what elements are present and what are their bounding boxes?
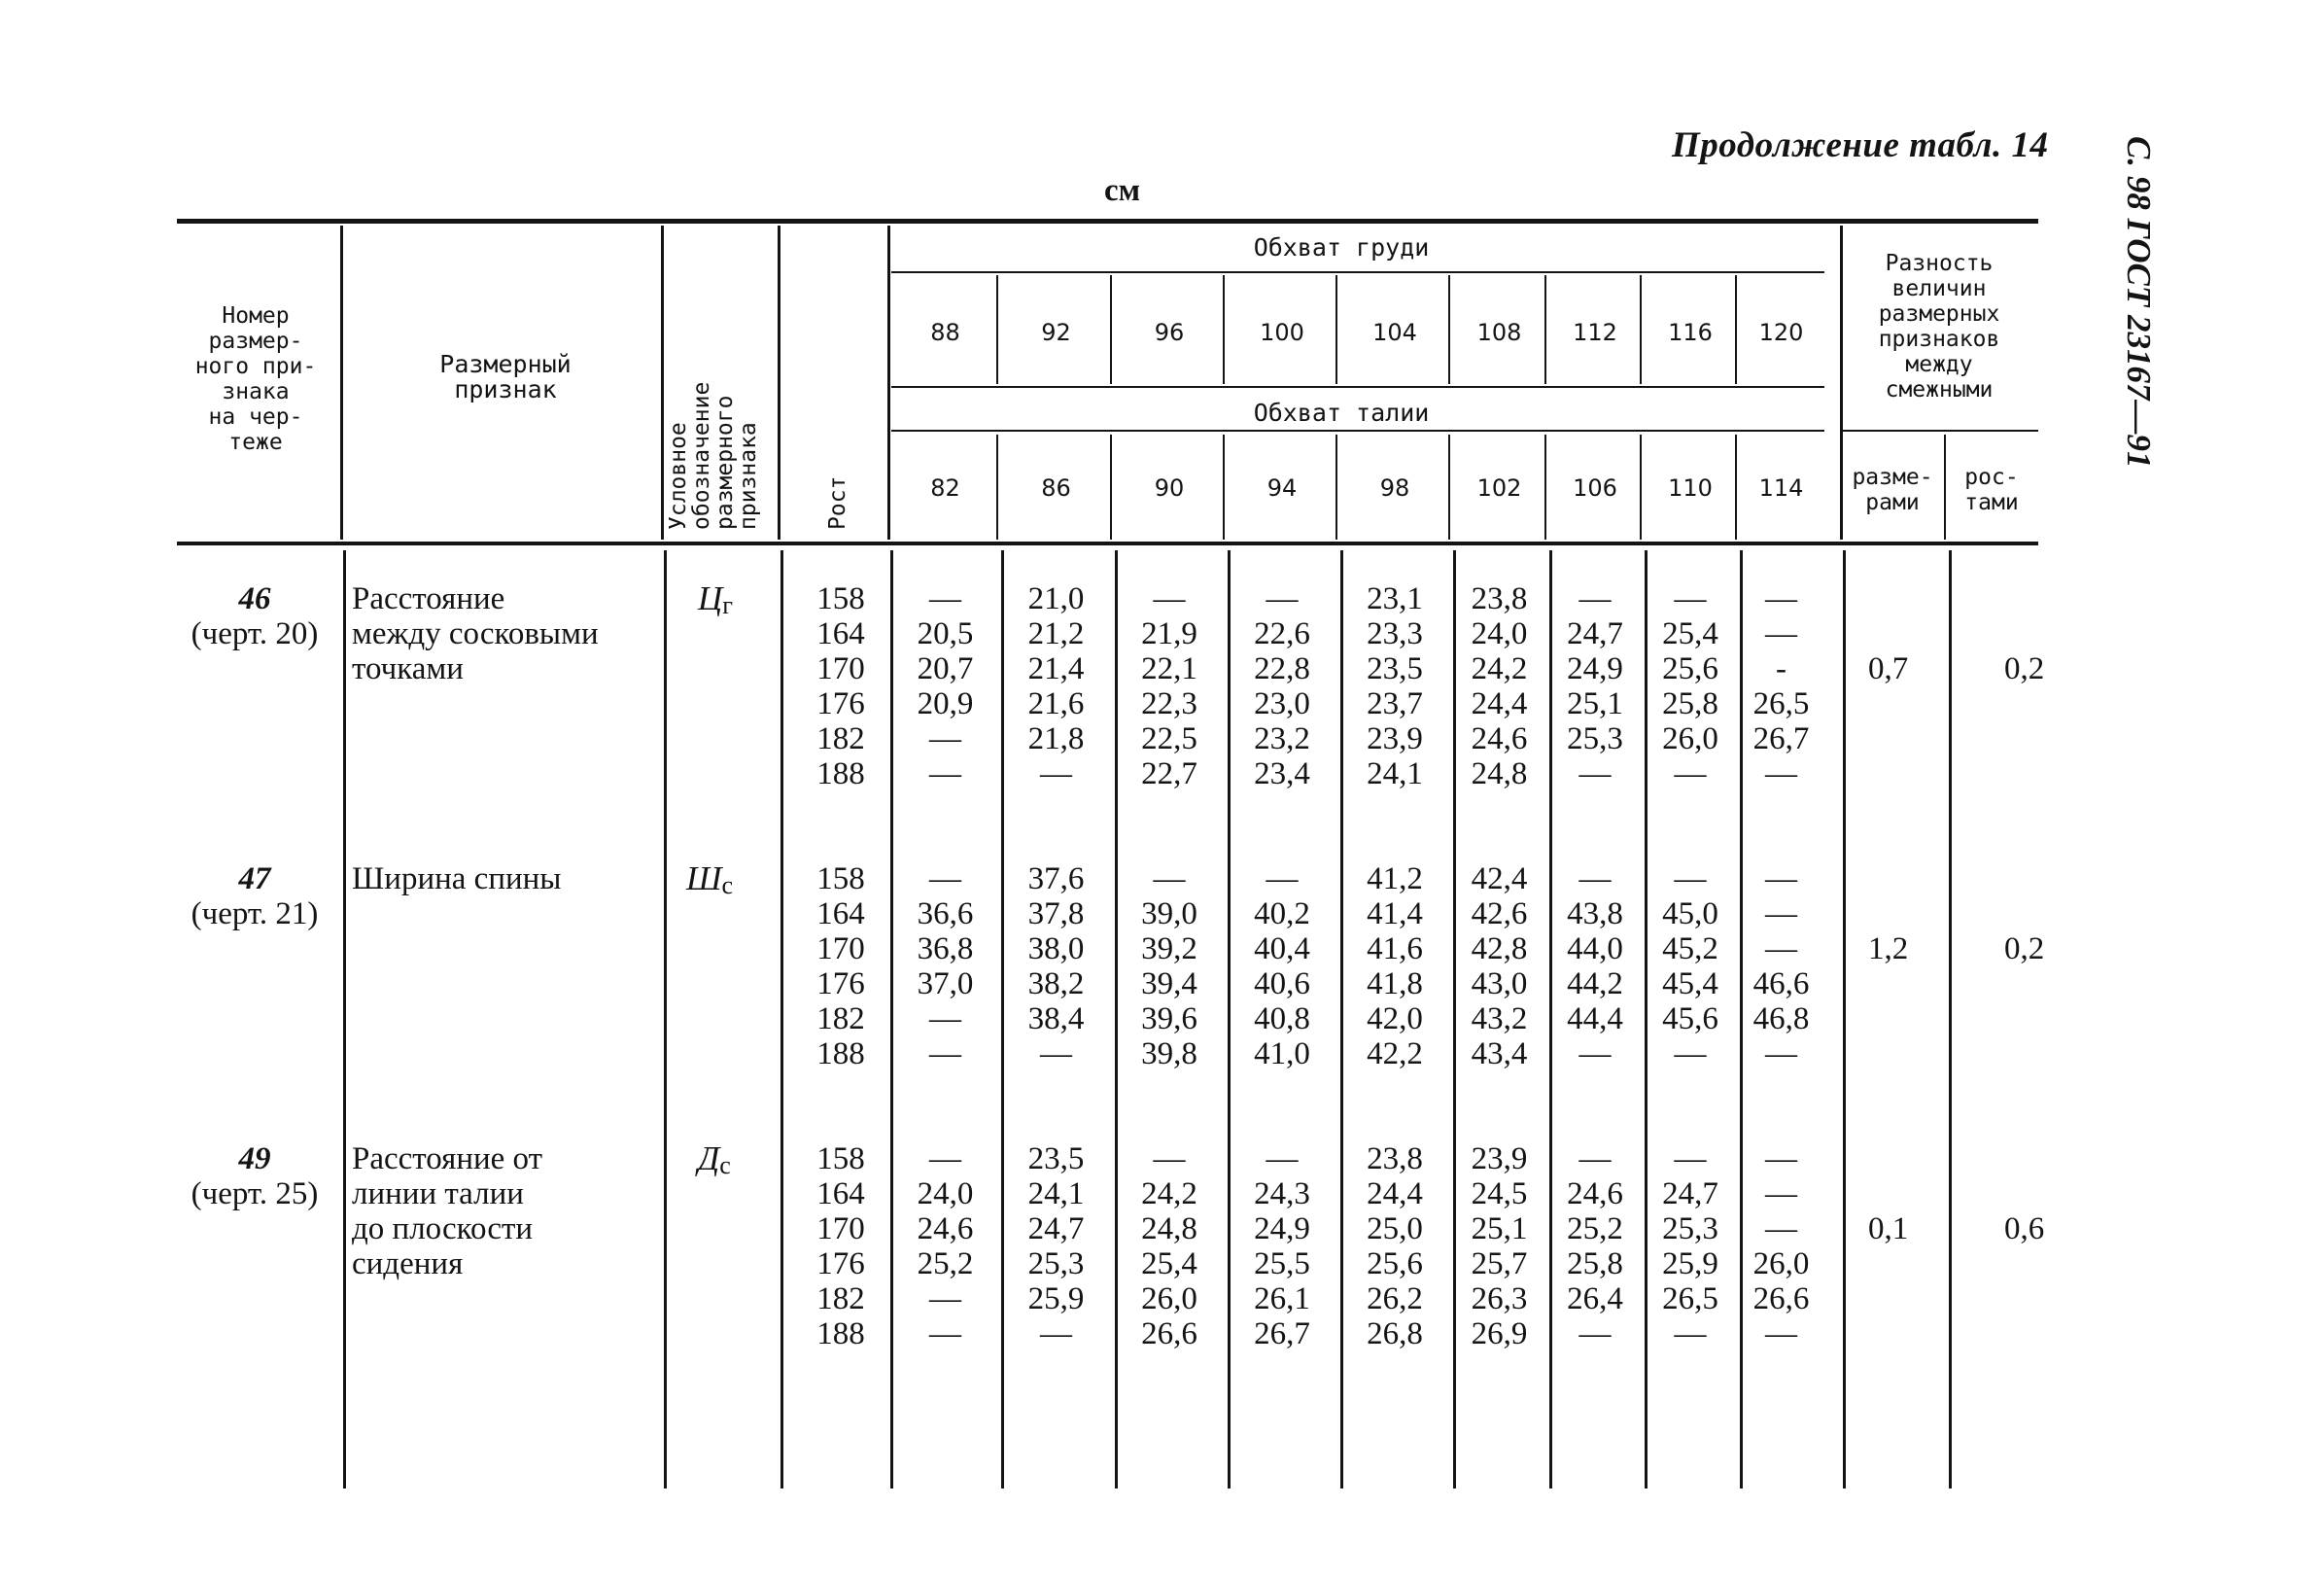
header-waist-94: 94 [1266, 474, 1298, 502]
rule-body-1 [664, 550, 667, 1488]
row-diff-sizes-47: 1,2 [1868, 931, 1909, 966]
row-values-49-108: 23,9 24,5 25,1 25,7 26,3 26,9 [1471, 1141, 1528, 1351]
row-values-47-108: 42,4 42,6 42,8 43,0 43,2 43,4 [1471, 861, 1528, 1071]
header-chest-108: 108 [1476, 319, 1522, 346]
rule-size-4 [1335, 275, 1337, 384]
row-values-46-112: — 24,7 24,9 25,1 25,3 — [1567, 581, 1623, 791]
rule-diff-split [1944, 435, 1946, 540]
rule-size-w-2 [1110, 435, 1112, 540]
rule-diff [1840, 430, 2038, 432]
row-values-46-100: — 22,6 22,8 23,0 23,2 23,4 [1254, 581, 1310, 791]
header-chest-title: Обхват груди [1253, 233, 1430, 262]
rule-size-w-1 [996, 435, 998, 540]
rule-col-3 [887, 226, 890, 540]
row-values-47-92: 37,6 37,8 38,0 38,2 38,4 — [1027, 861, 1085, 1071]
header-waist-82: 82 [930, 474, 960, 502]
row-values-49-92: 23,5 24,1 24,7 25,3 25,9 — [1027, 1141, 1085, 1351]
rule-size-w-6 [1544, 435, 1546, 540]
row-values-46-108: 23,8 24,0 24,2 24,4 24,6 24,8 [1471, 581, 1528, 791]
page-reference: С. 98 ГОСТ 23167—91 [2120, 136, 2158, 469]
rule-body-0 [343, 550, 346, 1488]
row-values-46-92: 21,0 21,2 21,4 21,6 21,8 — [1027, 581, 1085, 791]
rule-size-7 [1640, 275, 1642, 384]
table-caption: Продолжение табл. 14 [1672, 125, 2049, 165]
header-waist-106: 106 [1573, 474, 1617, 502]
row-symbol-46: $Ц_г$ [698, 579, 733, 619]
rule-col-0 [340, 226, 343, 540]
row-values-46-88: — 20,5 20,7 20,9 — — [917, 581, 974, 791]
header-waist-110: 110 [1668, 474, 1713, 502]
row-values-46-96: — 21,9 22,1 22,3 22,5 22,7 [1141, 581, 1197, 791]
header-waist-114: 114 [1758, 474, 1804, 502]
row-values-47-104: 41,2 41,4 41,6 41,8 42,0 42,2 [1367, 861, 1423, 1071]
header-height: Рост [825, 475, 850, 530]
row-values-49-104: 23,8 24,4 25,0 25,6 26,2 26,8 [1367, 1141, 1423, 1351]
rule-waist-bottom [891, 430, 1824, 432]
row-values-46-104: 23,1 23,3 23,5 23,7 23,9 24,1 [1367, 581, 1423, 791]
row-symbol-49: $Д_с$ [698, 1139, 731, 1179]
row-values-49-88: — 24,0 24,6 25,2 — — [917, 1141, 974, 1351]
header-chest-96: 96 [1154, 319, 1185, 346]
row-values-49-116: — 24,7 25,3 25,9 26,5 — [1662, 1141, 1718, 1351]
row-values-46-116: — 25,4 25,6 25,8 26,0 — [1662, 581, 1718, 791]
row-heights-46: 158 164 170 176 182 188 [816, 581, 865, 791]
row-diff-sizes-49: 0,1 [1868, 1211, 1909, 1246]
header-waist-title: Обхват талии [1253, 399, 1430, 427]
rule-size-w-8 [1735, 435, 1737, 540]
row-values-46-120: — — - 26,5 26,7 — [1752, 581, 1810, 791]
rule-header-bottom [177, 542, 2038, 545]
header-waist-98: 98 [1379, 474, 1410, 502]
row-feature-46: Расстояние между сосковыми точками [352, 581, 599, 686]
row-values-49-112: — 24,6 25,2 25,8 26,4 — [1567, 1141, 1623, 1351]
row-values-47-116: — 45,0 45,2 45,4 45,6 — [1662, 861, 1718, 1071]
row-diff-sizes-46: 0,7 [1868, 651, 1909, 686]
rule-col-4 [1840, 226, 1843, 540]
header-waist-102: 102 [1476, 474, 1522, 502]
rule-size-8 [1735, 275, 1737, 384]
row-heights-49: 158 164 170 176 182 188 [816, 1141, 865, 1351]
row-number-49: 49 (черт. 25) [191, 1141, 319, 1211]
header-chest-100: 100 [1260, 319, 1304, 346]
rule-col-1 [661, 226, 664, 540]
row-values-47-96: — 39,0 39,2 39,4 39,6 39,8 [1141, 861, 1197, 1071]
row-heights-47: 158 164 170 176 182 188 [816, 861, 865, 1071]
rule-size-2 [1110, 275, 1112, 384]
row-diff-heights-46: 0,2 [2004, 651, 2045, 686]
row-values-47-88: — 36,6 36,8 37,0 — — [917, 861, 974, 1071]
row-values-47-120: — — — 46,6 46,8 — [1752, 861, 1810, 1071]
header-number: Номер размер- ного при- знака на чер- теже [194, 303, 317, 455]
header-chest-112: 112 [1573, 319, 1617, 346]
row-number-46: 46 (черт. 20) [191, 581, 319, 651]
rule-body-4 [1843, 550, 1846, 1488]
rule-chest [891, 271, 1824, 273]
header-waist-86: 86 [1041, 474, 1071, 502]
header-feature: Размерный признак [439, 350, 572, 403]
rule-size-5 [1448, 275, 1450, 384]
row-diff-heights-49: 0,6 [2004, 1211, 2045, 1246]
rule-size-1 [996, 275, 998, 384]
rule-size-w-3 [1223, 435, 1225, 540]
row-values-47-100: — 40,2 40,4 40,6 40,8 41,0 [1254, 861, 1310, 1071]
rule-body-2 [780, 550, 783, 1488]
header-symbol: Условное обозначение размерного признака [666, 381, 761, 530]
rule-waist-top [891, 386, 1824, 388]
rule-diff-body [1949, 550, 1952, 1488]
rule-size-w-4 [1335, 435, 1337, 540]
unit-label: см [1104, 173, 1141, 208]
header-chest-120: 120 [1758, 319, 1804, 346]
row-values-49-120: — — — 26,0 26,6 — [1752, 1141, 1810, 1351]
rule-size-w-7 [1640, 435, 1642, 540]
row-diff-heights-47: 0,2 [2004, 931, 2045, 966]
header-waist-90: 90 [1154, 474, 1185, 502]
row-feature-49: Расстояние от линии талии до плоскости сидения [352, 1141, 543, 1281]
row-values-47-112: — 43,8 44,0 44,2 44,4 — [1567, 861, 1623, 1071]
header-chest-88: 88 [930, 319, 960, 346]
rule-size-3 [1223, 275, 1225, 384]
header-chest-104: 104 [1372, 319, 1417, 346]
header-diff-title: Разность величин размерных признаков между смежными [1878, 251, 2000, 403]
row-symbol-47: $Ш_с$ [686, 859, 734, 899]
rule-size-6 [1544, 275, 1546, 384]
header-diff-heights: рос- тами [1964, 465, 2019, 515]
rule-top [177, 219, 2038, 224]
header-chest-92: 92 [1041, 319, 1071, 346]
header-chest-116: 116 [1668, 319, 1713, 346]
row-feature-47: Ширина спины [352, 861, 562, 896]
rule-size-w-5 [1448, 435, 1450, 540]
header-diff-sizes: разме- рами [1852, 465, 1933, 515]
row-number-47: 47 (черт. 21) [191, 861, 319, 931]
rule-col-2 [778, 226, 780, 540]
row-values-49-96: — 24,2 24,8 25,4 26,0 26,6 [1141, 1141, 1197, 1351]
row-values-49-100: — 24,3 24,9 25,5 26,1 26,7 [1254, 1141, 1310, 1351]
